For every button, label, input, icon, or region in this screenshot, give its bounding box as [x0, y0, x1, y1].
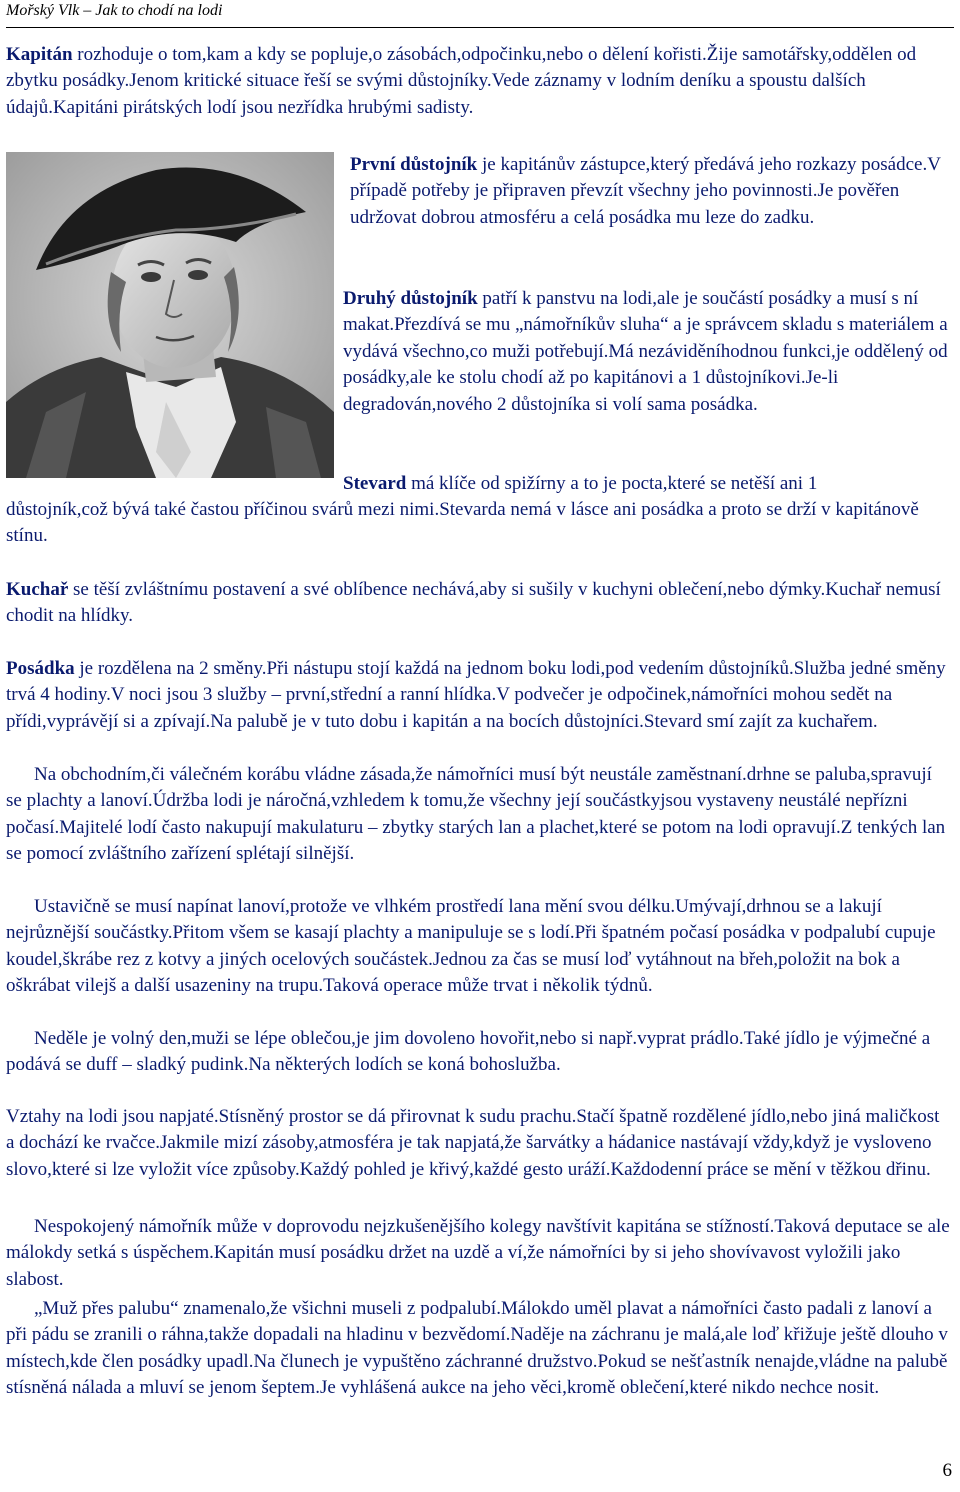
text-kuchar: se těší zvláštnímu postavení a své oblíbence nechává,aby si sušily v kuchyni oblečení,nebo dýmky.Kuchař nemusí chodit na hlídky. [6, 579, 941, 627]
term-kapitan: Kapitán [6, 44, 73, 65]
paragraph-kapitan [6, 42, 952, 121]
paragraph-obchodni: Na obchodním,či válečném korábu vládne zásada,že námořníci musí být neustále zaměstnaní.drhne se paluba,spravují se plachty a lanoví.Údržba lodi je náročná,vzhledem k tomu,že všechny její součástkyjsou vystaveny neustálé nepřízni počasí.Majitelé lodí často nakupují makulaturu – zbytky starých lan a plachet,které se potom na lodi opravují.Z tenkých lan se pomocí zvláštního zařízení splétají silnější. [6, 764, 946, 865]
paragraph-stevard-rest: důstojník,což bývá také častou příčinou svárů mezi nimi.Stevarda nemá v lásce ani posádka a proto se drží v kapitánově stínu. [6, 499, 919, 547]
paragraph-prvni-dustojnik [350, 152, 955, 231]
header-rule [6, 27, 954, 28]
portrait-image [6, 152, 334, 478]
term-stevard: Stevard [343, 473, 407, 494]
paragraph-vztahy: Vztahy na lodi jsou napjaté.Stísněný prostor se dá přirovnat k sudu prachu.Stačí špatně rozdělené jídlo,nebo jiná maličkost a dochází ke rvačce.Jakmile mizí zásoby,atmosféra je tak napjatá,že šarvátky a hádanice nastávají vždy,když je vysloveno slovo,které si lze vyložit více způsoby.Každý pohled je křivý,každé gesto uráží.Každodenní práce se mění v těžkou dřinu. [6, 1106, 940, 1180]
paragraph-posadka [6, 656, 952, 735]
paragraph-druhy-dustojnik [343, 286, 955, 418]
paragraph-nespokojeny: Nespokojený námořník může v doprovodu nejzkušenějšího kolegy navštívit kapitána se stížností.Taková deputace se ale málokdy setká s úspěchem.Kapitán musí posádku držet na uzdě a ví,že námořníci by si jeho shovívavost vyložili jako slabost. [6, 1216, 950, 1290]
paragraph-ustavicne: Ustavičně se musí napínat lanoví,protože ve vlhkém prostředí lana mění svou délku.Umývají,drhnou se a lakují nejrůznější součástky.Přitom všem se kasají plachty a manipuluje se s lodí.Při špatném počasí posádka v podpalubí cupuje koudel,škrábe rez z kotvy a jiných ocelových součástek.Jednou za čas se musí loď vytáhnout na břeh,položit na bok a oškrábat vilejš a další usazeniny na trupu.Taková operace může trvat i několik týdnů. [6, 896, 936, 997]
term-kuchar: Kuchař [6, 579, 69, 600]
text-stevard-1: má klíče od spižírny a to je pocta,které se netěší ani 1 [406, 473, 818, 494]
paragraph-stevard-line1 [343, 471, 955, 497]
text-posadka: je rozdělena na 2 směny.Při nástupu stojí každá na jednom boku lodi,pod vedením důstojníků.Služba jedné směny trvá 4 hodiny.V noci jsou 3 služby – první,střední a ranní hlídka.V podvečer je odpočinek,námořníci mohou sedět na přídi,vyprávějí si a zpívají.Na palubě je v tuto dobu i kapitán a na bocích důstojníci.Stevard smí zajít za kuchařem. [6, 658, 946, 732]
paragraph-muz-pres-palubu: „Muž přes palubu“ znamenalo,že všichni museli z podpalubí.Málokdo uměl plavat a námořníci často padali z lanoví a při pádu se zranili o ráhna,takže dopadali na hladinu v bezvědomí.Naděje na záchranu je malá,ale loď křižuje ještě dlouho v místech,kde člen posádky upadl.Na člunech je vypuštěno záchranné družstvo.Pokud se nešťastník nenajde,vládne na palubě stísněná nálada a mluví se jenom šeptem.Je vyhlášená aukce na jeho věci,kromě oblečení,které nikdo nechce nosit. [6, 1298, 948, 1399]
term-prvni-dustojnik: První důstojník [350, 154, 478, 175]
text-druhy-dustojnik: patří k panstvu na lodi,ale je součástí posádky a musí s ní makat.Přezdívá se mu „námořníkův sluha“ a je správcem skladu s materiálem a vydává všechno,co muži potřebují.Má nezáviděníhodnou funkci,je oddělený od posádky,ale ke stolu chodí až po kapitánovi a 1 důstojníkovi.Je-li degradován,nového 2 důstojníka si volí sama posádka. [343, 288, 948, 415]
page-number: 6 [942, 1460, 952, 1481]
document-header: Mořský Vlk – Jak to chodí na lodi [6, 2, 223, 19]
term-druhy-dustojnik: Druhý důstojník [343, 288, 478, 309]
paragraph-nedele: Neděle je volný den,muži se lépe oblečou,je jim dovoleno hovořit,nebo si např.vyprat prádlo.Také jídlo je výjmečné a podává se duff – sladký pudink.Na některých lodích se koná bohoslužba. [6, 1028, 931, 1076]
text-prvni-dustojnik: je kapitánův zástupce,který předává jeho rozkazy posádce.V případě potřeby je připraven převzít všechny jeho povinnosti.Je pověřen udržovat dobrou atmosféru a celá posádka mu leze do zadku. [350, 154, 941, 228]
term-posadka: Posádka [6, 658, 75, 679]
text-kapitan: rozhoduje o tom,kam a kdy se popluje,o zásobách,odpočinku,nebo o dělení kořisti.Žije samotářsky,oddělen od zbytku posádky.Jenom kritické situace řeší se svými důstojníky.Vede záznamy v lodním deníku a spoustu dalších údajů.Kapitáni pirátských lodí jsou nezřídka hrubými sadisty. [6, 44, 917, 118]
paragraph-kuchar [6, 577, 952, 630]
